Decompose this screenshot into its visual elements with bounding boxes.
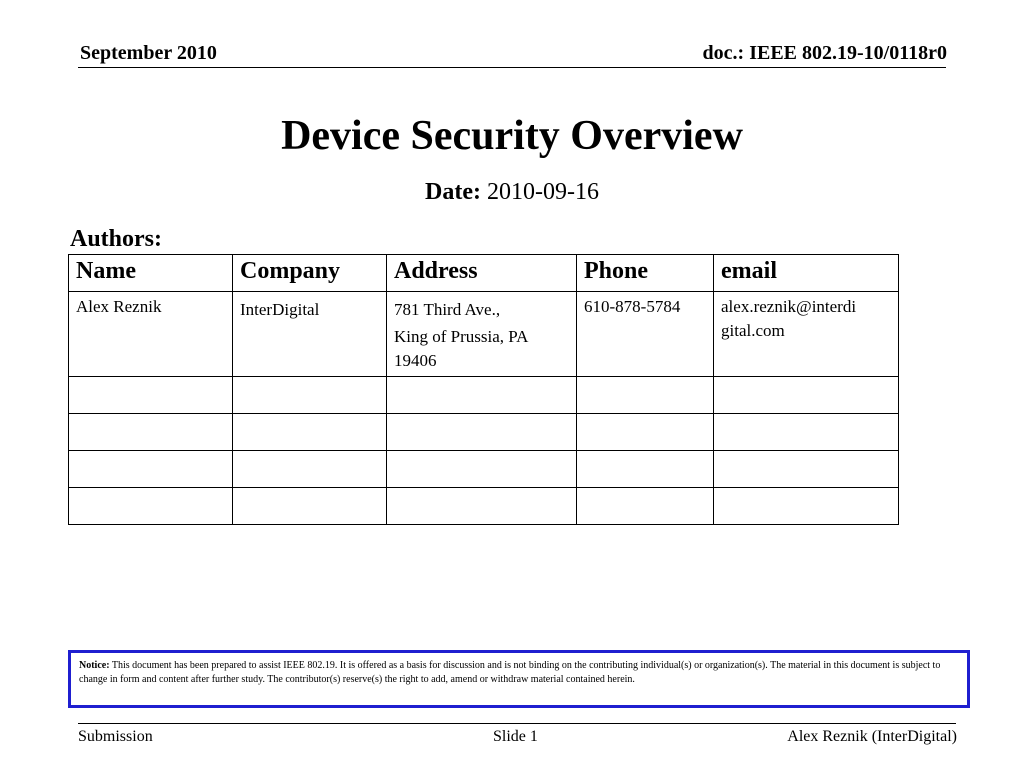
table-header-row [69,255,899,292]
empty-cell [577,377,714,414]
empty-cell [69,488,233,525]
date-value: 2010-09-16 [486,179,599,205]
empty-cell [577,414,714,451]
authors-heading: Authors: [70,226,163,252]
column-header-name: Name [69,255,233,292]
notice-text: This document has been prepared to assist IEEE 802.19. It is offered as a basis for discussion and is not binding on the contributing individual(s) or organization(s). The material in this document is subject to change in form and content after further study. The contributor(s) reserve(s) the right to add, amend or withdraw material contained herein. [79,660,941,685]
date-label: Date: [425,179,481,205]
slide-title: Device Security Overview [281,113,743,159]
notice-label: Notice: [79,660,110,671]
column-header-phone: Phone [577,255,714,292]
empty-cell [233,414,387,451]
author-address-line2: King of Prussia, PA 19406 [394,327,528,370]
empty-cell [714,451,899,488]
date-line [0,179,1024,206]
empty-cell [387,488,577,525]
column-header-address: Address [387,255,577,292]
header-doc-id: doc.: IEEE 802.19-10/0118r0 [702,42,947,64]
empty-cell [577,488,714,525]
empty-cell [387,414,577,451]
header-divider [78,67,946,68]
table-row [69,377,899,414]
author-company-cell [233,292,387,377]
author-phone: 610-878-5784 [584,297,681,316]
empty-cell [233,377,387,414]
table-row [69,292,899,377]
footer-slide-number: Slide 1 [493,728,538,745]
author-company: InterDigital [240,300,320,319]
author-email-line1: alex.reznik@interdi [721,297,857,316]
empty-cell [387,451,577,488]
footer-author: Alex Reznik (InterDigital) [787,728,957,745]
empty-cell [714,488,899,525]
author-address-line1: 781 Third Ave., [394,300,501,319]
author-address-cell [387,292,577,377]
empty-cell [714,377,899,414]
footer-divider [78,723,956,724]
table-row [69,451,899,488]
empty-cell [69,414,233,451]
empty-cell [714,414,899,451]
authors-table [68,254,899,525]
author-phone-cell [577,292,714,377]
table-row [69,414,899,451]
empty-cell [69,377,233,414]
column-header-company: Company [233,255,387,292]
author-name-cell [69,292,233,377]
empty-cell [69,451,233,488]
empty-cell [233,451,387,488]
notice-box [68,650,970,708]
author-email-cell [714,292,899,377]
empty-cell [387,377,577,414]
footer-submission: Submission [78,728,153,745]
empty-cell [233,488,387,525]
table-row [69,488,899,525]
header-date: September 2010 [80,42,217,64]
column-header-email: email [714,255,899,292]
empty-cell [577,451,714,488]
author-name: Alex Reznik [76,297,162,316]
author-email-line2: gital.com [721,321,785,340]
